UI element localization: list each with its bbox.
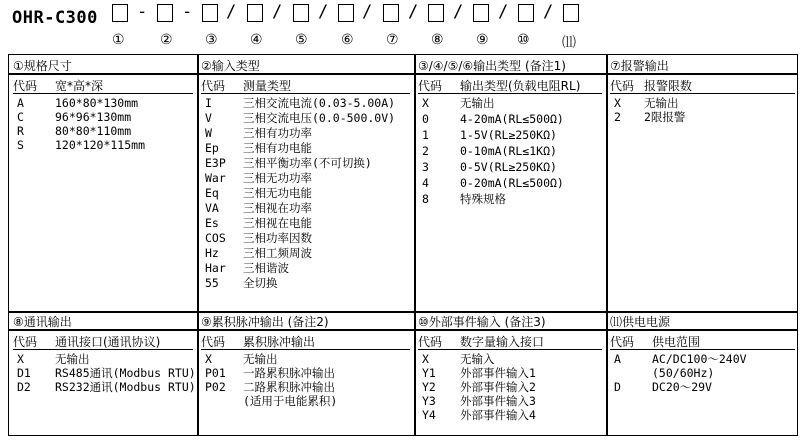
event-code-header: 代码 — [418, 335, 443, 349]
input-row-desc: 三相交流电压(0.0-500.0V) — [243, 111, 396, 125]
pulse-row-desc: 无输出 — [243, 352, 278, 366]
input-row-desc: 三相谐波 — [243, 261, 289, 275]
code-index-10: ⑩ — [517, 32, 530, 48]
output-row-code: 0 — [422, 112, 429, 126]
code-separator: / — [362, 2, 373, 22]
code-index-8: ⑧ — [431, 32, 444, 48]
input-row-code: E3P — [205, 156, 226, 170]
event-section-title: ⑩外部事件输入 (备注3) — [418, 315, 546, 329]
pulse-row-desc: (适用于电能累积) — [243, 394, 338, 408]
size-row-code: S — [17, 138, 24, 152]
alarm-row-code: X — [614, 96, 621, 110]
code-separator: / — [453, 2, 464, 22]
input-row-desc: 三相有功电能 — [243, 141, 312, 155]
code-index-4: ④ — [250, 32, 263, 48]
output-row-desc: 1-5V(RL≥250KΩ) — [460, 128, 557, 142]
power-section-title: ⑾供电电源 — [610, 315, 671, 329]
code-separator: / — [408, 2, 419, 22]
code-box-10 — [518, 4, 534, 22]
pulse-row-code: X — [205, 352, 212, 366]
input-row-desc: 三相有功功率 — [243, 126, 312, 140]
event-row-desc: 无输入 — [460, 352, 495, 366]
event-row-code: Y1 — [422, 366, 436, 380]
code-separator: / — [543, 2, 554, 22]
input-row-code: War — [205, 171, 226, 185]
code-index-9: ⑨ — [476, 32, 489, 48]
input-row-code: Hz — [205, 246, 219, 260]
spec-table — [8, 54, 798, 436]
event-row-desc: 外部事件输入3 — [460, 394, 536, 408]
code-separator: / — [498, 2, 509, 22]
event-desc-header: 数字量输入接口 — [460, 335, 545, 349]
code-box-7 — [383, 4, 399, 22]
input-row-desc: 三相无功电能 — [243, 186, 312, 200]
pulse-row-desc: 一路累积脉冲输出 — [243, 366, 335, 380]
output-row-code: X — [422, 96, 429, 110]
event-row-code: Y4 — [422, 408, 436, 422]
output-row-desc: 特殊规格 — [460, 192, 506, 206]
input-row-desc: 三相交流电流(0.03-5.00A) — [243, 96, 396, 110]
code-box-5 — [293, 4, 309, 22]
code-separator: - — [182, 2, 193, 22]
output-row-code: 4 — [422, 176, 429, 190]
input-row-code: Ep — [205, 141, 219, 155]
input-row-code: Eq — [205, 186, 219, 200]
alarm-section-title: ⑦报警输出 — [610, 59, 669, 73]
size-row-code: A — [17, 96, 24, 110]
output-desc-header: 输出类型(负载电阻RL) — [460, 79, 581, 93]
code-box-4 — [247, 4, 263, 22]
code-box-2 — [157, 4, 173, 22]
input-code-header: 代码 — [201, 79, 226, 93]
event-row-code: Y3 — [422, 394, 436, 408]
size-row-code: C — [17, 110, 24, 124]
output-row-desc: 无输出 — [460, 96, 495, 110]
output-row-code: 3 — [422, 160, 429, 174]
code-box-9 — [473, 4, 489, 22]
size-row-desc: 160*80*130mm — [55, 96, 139, 110]
code-index-1: ① — [112, 32, 125, 48]
code-separator: - — [137, 2, 148, 22]
input-row-code: 55 — [205, 276, 219, 290]
power-row-desc: AC/DC100～240V — [652, 352, 747, 366]
input-row-code: V — [205, 111, 212, 125]
size-row-desc: 80*80*110mm — [55, 124, 132, 138]
code-index-11: ⑾ — [562, 35, 576, 51]
input-row-desc: 全切换 — [243, 276, 278, 290]
pulse-row-code: P01 — [205, 366, 226, 380]
power-row-code: D — [614, 380, 621, 394]
output-row-desc: 0-10mA(RL≤1KΩ) — [460, 144, 557, 158]
output-row-desc: 0-5V(RL≥250KΩ) — [460, 160, 557, 174]
output-row-desc: 4-20mA(RL≤500Ω) — [460, 112, 564, 126]
size-desc-header: 宽*高*深 — [55, 79, 104, 93]
input-row-desc: 三相视在电能 — [243, 216, 312, 230]
size-row-code: R — [17, 124, 24, 138]
power-row-desc: DC20～29V — [652, 380, 712, 394]
code-index-5: ⑤ — [295, 32, 308, 48]
comm-row-desc: RS485通讯(Modbus RTU) — [55, 366, 196, 380]
input-row-code: I — [205, 96, 212, 110]
alarm-code-header: 代码 — [610, 79, 635, 93]
pulse-section-title: ⑨累积脉冲输出 (备注2) — [201, 315, 329, 329]
code-box-6 — [338, 4, 354, 22]
event-row-code: Y2 — [422, 380, 436, 394]
code-box-8 — [428, 4, 444, 22]
comm-desc-header: 通讯接口(通讯协议) — [55, 335, 161, 349]
event-row-code: X — [422, 352, 429, 366]
comm-code-header: 代码 — [13, 335, 38, 349]
size-row-desc: 96*96*130mm — [55, 110, 132, 124]
code-separator: / — [272, 2, 283, 22]
size-code-header: 代码 — [13, 79, 38, 93]
input-row-code: Har — [205, 261, 226, 275]
input-row-code: COS — [205, 231, 226, 245]
input-row-code: Es — [205, 216, 219, 230]
power-row-desc: (50/60Hz) — [652, 366, 715, 380]
pulse-desc-header: 累积脉冲输出 — [243, 335, 316, 349]
output-row-code: 8 — [422, 192, 429, 206]
input-row-code: VA — [205, 201, 219, 215]
comm-section-title: ⑧通讯输出 — [13, 315, 72, 329]
code-index-6: ⑥ — [341, 32, 354, 48]
output-row-desc: 0-20mA(RL≤500Ω) — [460, 176, 564, 190]
alarm-row-desc: 2限报警 — [644, 110, 686, 124]
output-row-code: 2 — [422, 144, 429, 158]
code-index-3: ③ — [205, 32, 218, 48]
input-desc-header: 测量类型 — [243, 79, 292, 93]
comm-row-code: D1 — [17, 366, 31, 380]
alarm-row-desc: 无输出 — [644, 96, 679, 110]
pulse-row-desc: 二路累积脉冲输出 — [243, 380, 335, 394]
code-box-1 — [112, 4, 128, 22]
alarm-row-code: 2 — [614, 110, 621, 124]
power-code-header: 代码 — [610, 335, 635, 349]
event-row-desc: 外部事件输入2 — [460, 380, 536, 394]
model-name: OHR-C300 — [12, 8, 98, 28]
input-row-desc: 三相工频周波 — [243, 246, 312, 260]
size-row-desc: 120*120*115mm — [55, 138, 146, 152]
code-index-7: ⑦ — [386, 32, 399, 48]
code-box-11 — [563, 4, 579, 22]
code-separator: / — [226, 2, 237, 22]
event-row-desc: 外部事件输入1 — [460, 366, 536, 380]
output-code-header: 代码 — [418, 79, 443, 93]
input-row-desc: 三相功率因数 — [243, 231, 312, 245]
comm-row-desc: RS232通讯(Modbus RTU) — [55, 380, 196, 394]
alarm-desc-header: 报警限数 — [644, 79, 693, 93]
input-row-code: W — [205, 126, 212, 140]
code-separator: / — [318, 2, 329, 22]
input-section-title: ②输入类型 — [201, 59, 260, 73]
comm-row-code: X — [17, 352, 24, 366]
comm-row-code: D2 — [17, 380, 31, 394]
pulse-code-header: 代码 — [201, 335, 226, 349]
code-box-3 — [202, 4, 218, 22]
power-row-code: A — [614, 352, 621, 366]
output-section-title: ③/④/⑤/⑥输出类型 (备注1) — [418, 59, 566, 73]
pulse-row-code: P02 — [205, 380, 226, 394]
input-row-desc: 三相视在功率 — [243, 201, 312, 215]
size-section-title: ①规格尺寸 — [13, 59, 72, 73]
comm-row-desc: 无输出 — [55, 352, 90, 366]
output-row-code: 1 — [422, 128, 429, 142]
input-row-desc: 三相无功功率 — [243, 171, 312, 185]
code-index-2: ② — [160, 32, 173, 48]
power-desc-header: 供电范围 — [652, 335, 701, 349]
input-row-desc: 三相平衡功率(不可切换) — [243, 156, 372, 170]
event-row-desc: 外部事件输入4 — [460, 408, 536, 422]
